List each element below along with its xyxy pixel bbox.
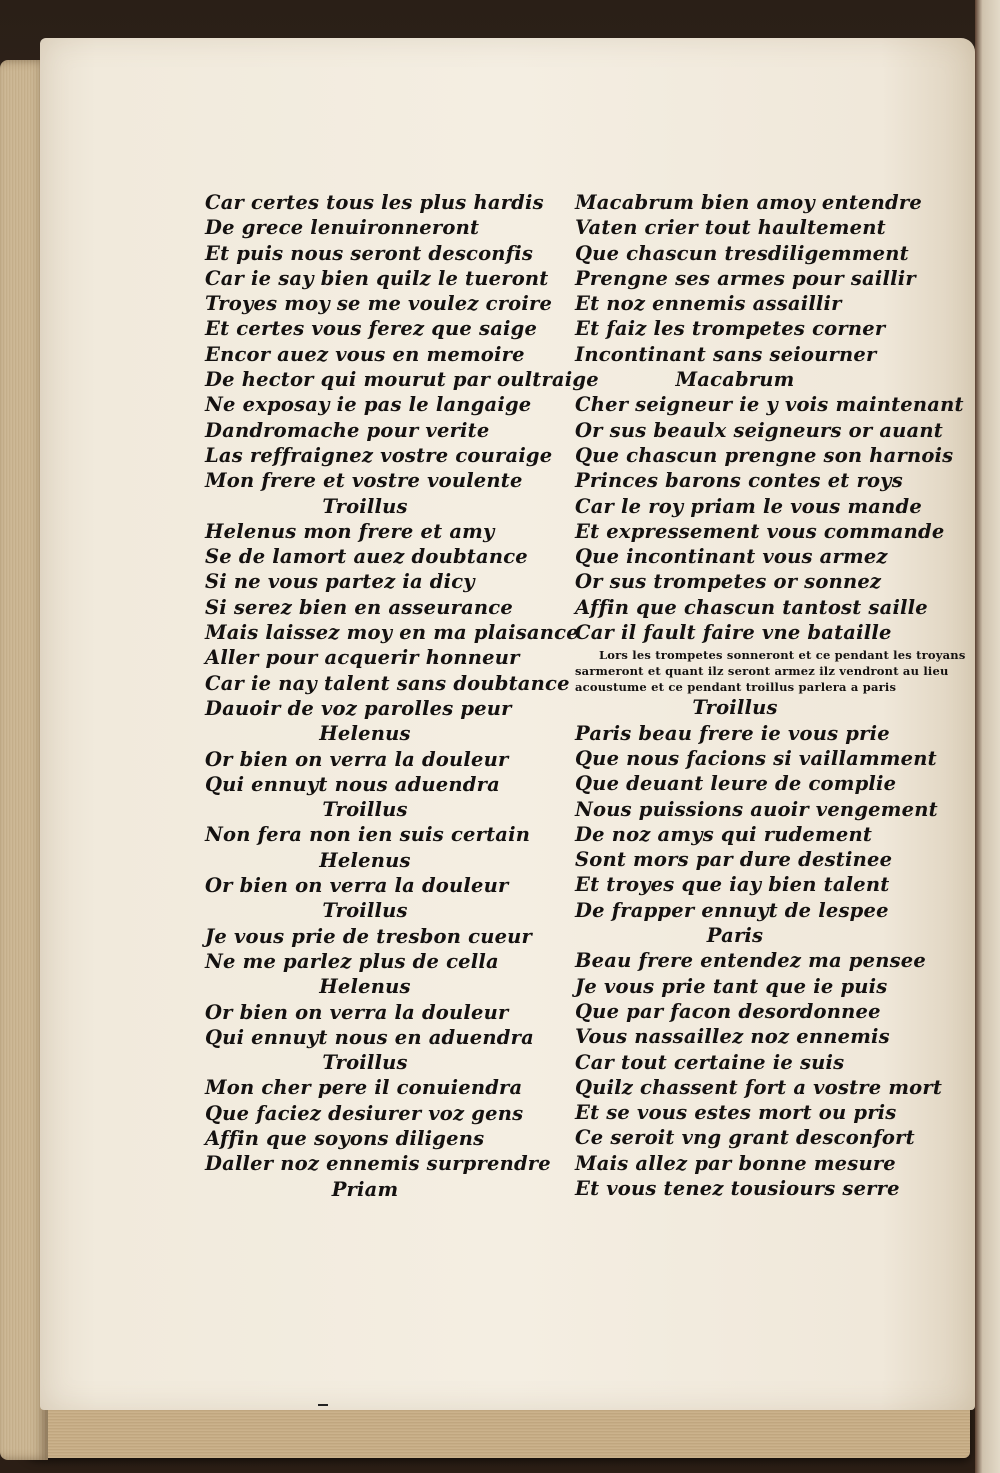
verse-line: Si ne vous partez ia dicy — [205, 570, 475, 594]
verse-line: De grece lenuironneront — [205, 216, 480, 240]
verse-line: Or bien on verra la douleur — [205, 874, 509, 898]
verse-line: Et puis nous seront desconfis — [205, 241, 534, 265]
verse-line: Mais laissez moy en ma plaisance — [205, 621, 579, 645]
printers-mark — [318, 1404, 328, 1406]
verse-line: Que nous facions si vaillamment — [575, 746, 937, 770]
verse-line: Mon frere et vostre voulente — [205, 469, 523, 493]
verse-line: Et vous tenez tousiours serre — [575, 1176, 900, 1200]
verse-line: De frapper ennuyt de lespee — [575, 898, 889, 922]
verse-line: Princes barons contes et roys — [575, 469, 903, 493]
verse-line: Car le roy priam le vous mande — [575, 494, 922, 518]
stage-direction-line: acoustume et ce pendant troillus parlera a paris — [575, 680, 897, 695]
verse-line: Beau frere entendez ma pensee — [575, 949, 926, 973]
verse-line: Ne exposay ie pas le langaige — [205, 393, 532, 417]
verse-line: Que deuant leure de complie — [575, 772, 897, 796]
speaker-heading: Troillus — [322, 1051, 408, 1075]
speaker-heading: Troillus — [322, 494, 408, 518]
verse-line: Mon cher pere il conuiendra — [205, 1076, 523, 1100]
verse-line: Qui ennuyt nous en aduendra — [205, 1025, 534, 1049]
verse-line: Nous puissions auoir vengement — [575, 797, 938, 821]
verse-line: Or sus beaulx seigneurs or auant — [575, 418, 943, 442]
verse-line: De hector qui mourut par oultraige — [205, 368, 599, 392]
verse-line: Car ie nay talent sans doubtance — [205, 671, 570, 695]
verse-line: Macabrum bien amoy entendre — [575, 191, 922, 214]
verse-line: Et faiz les trompetes corner — [575, 317, 886, 341]
stage-direction-line: sarmeront et quant ilz seront armez ilz vendront au lieu — [575, 664, 949, 679]
speaker-heading: Troillus — [322, 899, 408, 923]
verse-line: Quilz chassent fort a vostre mort — [575, 1075, 943, 1099]
verse-line: Dandromache pour verite — [205, 418, 490, 442]
verse-line: Encor auez vous en memoire — [205, 342, 525, 366]
verse-line: De noz amys qui rudement — [575, 822, 873, 846]
verse-line: Et se vous estes mort ou pris — [575, 1101, 897, 1125]
verse-line: Je vous prie tant que ie puis — [575, 974, 888, 998]
right-text-column — [575, 190, 966, 1201]
verse-line: Vaten crier tout haultement — [575, 216, 886, 240]
verse-line: Or sus trompetes or sonnez — [575, 570, 882, 594]
verse-line: Que chascun tresdiligemment — [575, 241, 909, 265]
verse-line: Que chascun prengne son harnois — [575, 443, 954, 467]
speaker-heading: Priam — [331, 1177, 399, 1201]
verse-line: Que faciez desiurer voz gens — [205, 1101, 524, 1125]
speaker-heading: Helenus — [319, 722, 411, 746]
recto-page-edge — [975, 0, 1000, 1473]
verse-line: Affin que chascun tantost saille — [575, 595, 928, 619]
left-text-column — [205, 190, 599, 1202]
speaker-heading: Paris — [706, 924, 764, 948]
verse-line: Or bien on verra la douleur — [205, 747, 509, 771]
verse-line: Et certes vous ferez que saige — [205, 317, 538, 341]
right-column-verses-top — [575, 190, 964, 645]
verse-line: Paris beau frere ie vous prie — [575, 721, 890, 745]
verse-line: Car certes tous les plus hardis — [205, 191, 544, 214]
speaker-heading: Helenus — [319, 975, 411, 999]
speaker-heading: Macabrum — [675, 368, 795, 392]
speaker-heading: Troillus — [692, 696, 778, 720]
right-column-verses-bottom — [575, 695, 955, 1201]
verse-line: Et noz ennemis assaillir — [575, 292, 842, 316]
verse-line: Las reffraignez vostre couraige — [205, 443, 553, 467]
verse-line: Car il fault faire vne bataille — [575, 621, 892, 645]
verse-line: Incontinant sans seiourner — [575, 342, 877, 366]
verse-line: Troyes moy se me voulez croire — [205, 292, 553, 316]
verse-line: Je vous prie de tresbon cueur — [205, 924, 533, 948]
speaker-heading: Troillus — [322, 798, 408, 822]
verse-line: Prengne ses armes pour saillir — [575, 266, 916, 290]
verse-line: Car tout certaine ie suis — [575, 1050, 845, 1074]
verse-line: Si serez bien en asseurance — [205, 595, 513, 619]
verse-line: Aller pour acquerir honneur — [205, 646, 520, 670]
verse-line: Cher seigneur ie y vois maintenant — [575, 393, 964, 417]
verse-line: Affin que soyons diligens — [205, 1126, 485, 1150]
verse-line: Car ie say bien quilz le tueront — [205, 266, 549, 290]
verse-line: Dauoir de voz parolles peur — [205, 696, 512, 720]
verse-line: Daller noz ennemis surprendre — [205, 1152, 551, 1176]
verse-line: Que par facon desordonnee — [575, 999, 881, 1023]
verse-line: Ne me parlez plus de cella — [205, 949, 499, 973]
stage-direction — [575, 647, 966, 695]
verse-line: Vous nassaillez noz ennemis — [575, 1025, 890, 1049]
verse-line: Et expressement vous commande — [575, 519, 945, 543]
stage-direction-line: Lors les trompetes sonneront et ce pendant les troyans — [599, 648, 966, 663]
verse-line: Et troyes que iay bien talent — [575, 873, 890, 897]
verse-line: Sont mors par dure destinee — [575, 848, 893, 872]
verse-line: Qui ennuyt nous aduendra — [205, 772, 500, 796]
verse-line: Non fera non ien suis certain — [205, 823, 531, 847]
verse-line: Or bien on verra la douleur — [205, 1000, 509, 1024]
speaker-heading: Helenus — [319, 848, 411, 872]
verse-line: Se de lamort auez doubtance — [205, 545, 528, 569]
verse-line: Mais allez par bonne mesure — [575, 1151, 896, 1175]
verse-line: Helenus mon frere et amy — [205, 519, 495, 543]
verse-line: Que incontinant vous armez — [575, 545, 888, 569]
verse-line: Ce seroit vng grant desconfort — [575, 1126, 915, 1150]
